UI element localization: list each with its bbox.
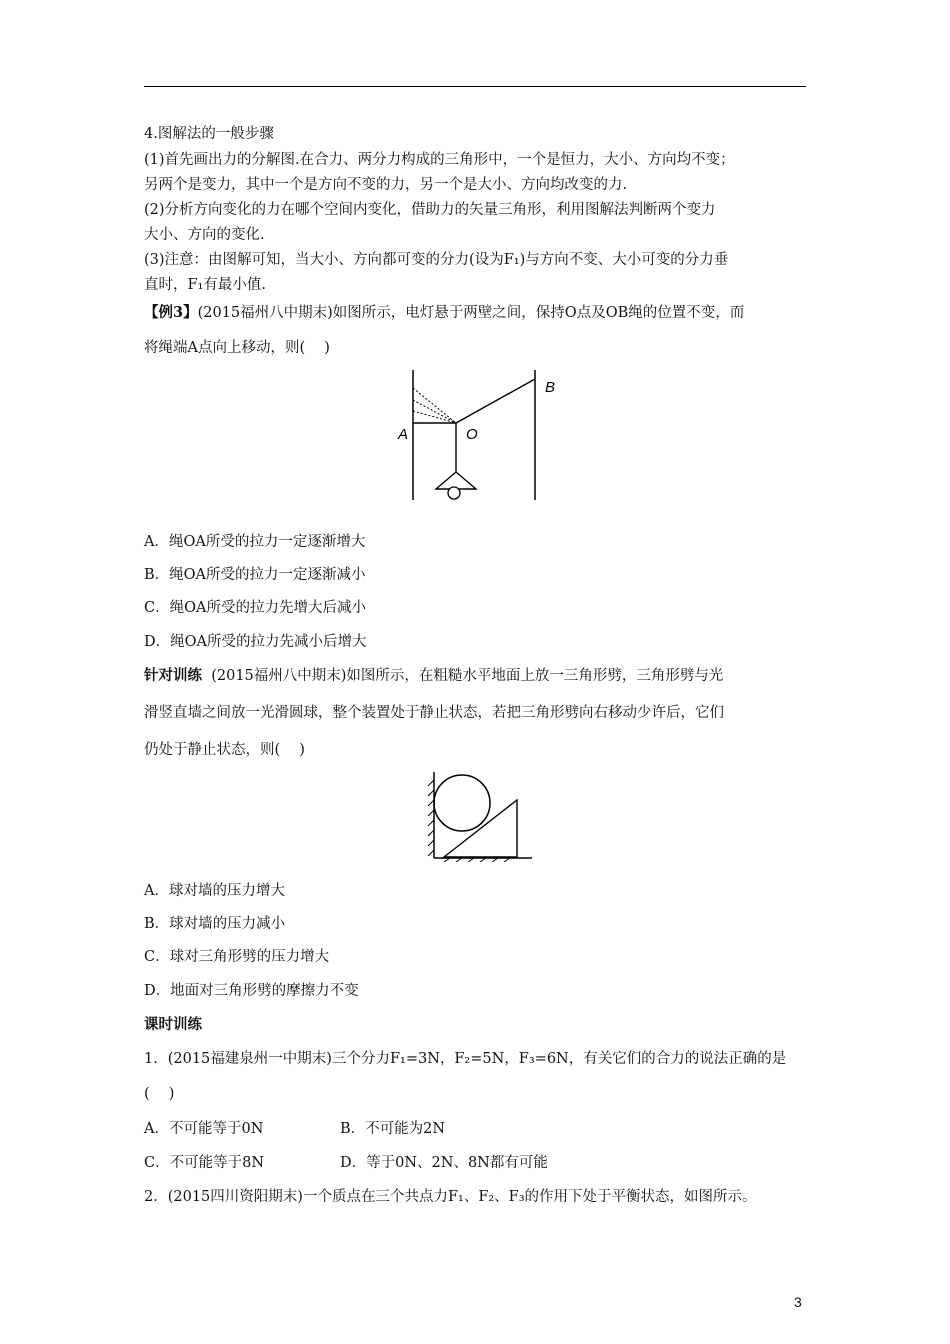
q1-option-b: B．不可能为2N bbox=[340, 1121, 446, 1137]
lesson-heading: 课时训练 bbox=[144, 1016, 202, 1033]
step2-line1: (2)分析方向变化的力在哪个空间内变化，借助力的矢量三角形，利用图解法判断两个变力 bbox=[144, 202, 716, 218]
example3-option-d: D．绳OA所受的拉力先减小后增大 bbox=[144, 634, 367, 650]
step3-line2: 直时，F₁有最小值. bbox=[144, 277, 266, 293]
rope-dashed-3 bbox=[413, 411, 456, 423]
lamp-shade bbox=[436, 472, 476, 489]
example3-option-a: A．绳OA所受的拉力一定逐渐增大 bbox=[144, 534, 366, 550]
lamp-bulb bbox=[448, 487, 460, 499]
label-a: A bbox=[398, 426, 409, 443]
triangular-wedge bbox=[444, 800, 517, 857]
step1-line2: 另两个是变力，其中一个是方向不变的力，另一个是大小、方向均改变的力. bbox=[144, 177, 628, 193]
training-option-d: D．地面对三角形劈的摩擦力不变 bbox=[144, 983, 359, 999]
rope-dashed-1 bbox=[413, 388, 456, 423]
label-b: B bbox=[545, 379, 556, 396]
training-option-a: A．球对墙的压力增大 bbox=[144, 883, 285, 899]
rope-ob bbox=[456, 379, 535, 423]
lamp-between-walls-figure bbox=[390, 365, 560, 505]
wall-hatching bbox=[428, 780, 434, 856]
example3-stem-a: (2015福州八中期末)如图所示，电灯悬于两壁之间，保持O点及OB绳的位置不变，而 bbox=[197, 305, 745, 321]
training-stem-line3: 仍处于静止状态，则( ) bbox=[144, 742, 305, 758]
training-label: 针对训练 bbox=[144, 667, 202, 684]
header-rule bbox=[144, 86, 806, 87]
step3-line1: (3)注意：由图解可知，当大小、方向都可变的分力(设为F₁)与方向不变、大小可变的分力垂 bbox=[144, 252, 729, 268]
training-stem-line2: 滑竖直墙之间放一光滑圆球，整个装置处于静止状态，若把三角形劈向右移动少许后，它们 bbox=[144, 705, 724, 721]
example3-stem-line1 bbox=[144, 303, 744, 323]
training-option-c: C．球对三角形劈的压力增大 bbox=[144, 949, 330, 965]
example3-option-b: B．绳OA所受的拉力一定逐渐减小 bbox=[144, 567, 366, 583]
q2-stem: 2．(2015四川资阳期末)一个质点在三个共点力F₁、F₂、F₃的作用下处于平衡状态，如图所示。 bbox=[144, 1189, 757, 1205]
q1-option-a: A．不可能等于0N bbox=[144, 1121, 264, 1137]
step2-line2: 大小、方向的变化. bbox=[144, 227, 265, 243]
training-option-b: B．球对墙的压力减小 bbox=[144, 916, 286, 932]
q1-stem: 1．(2015福建泉州一中期末)三个分力F₁=3N，F₂=5N，F₃=6N，有关它们的合力的说法正确的是 bbox=[144, 1051, 787, 1067]
ball-wedge-figure bbox=[420, 770, 540, 862]
example3-stem-line2: 将绳端A点向上移动，则( ) bbox=[144, 340, 330, 356]
training-stem-line1 bbox=[144, 666, 723, 686]
q1-option-d: D．等于0N、2N、8N都有可能 bbox=[340, 1155, 548, 1171]
training-stem-a: (2015福州八中期末)如图所示，在粗糙水平地面上放一三角形劈，三角形劈与光 bbox=[211, 668, 724, 684]
section-title: 4.图解法的一般步骤 bbox=[144, 126, 274, 142]
rope-dashed-2 bbox=[413, 400, 456, 423]
page-number: 3 bbox=[794, 1294, 802, 1310]
example3-label: 【例3】 bbox=[144, 304, 198, 321]
smooth-ball bbox=[434, 775, 490, 831]
label-o: O bbox=[466, 426, 478, 443]
example3-option-c: C．绳OA所受的拉力先增大后减小 bbox=[144, 600, 366, 616]
step1-line1: (1)首先画出力的分解图.在合力、两分力构成的三角形中，一个是恒力，大小、方向均不变； bbox=[144, 152, 735, 168]
q1-paren: ( ) bbox=[144, 1086, 175, 1102]
q1-option-c: C．不可能等于8N bbox=[144, 1155, 265, 1171]
